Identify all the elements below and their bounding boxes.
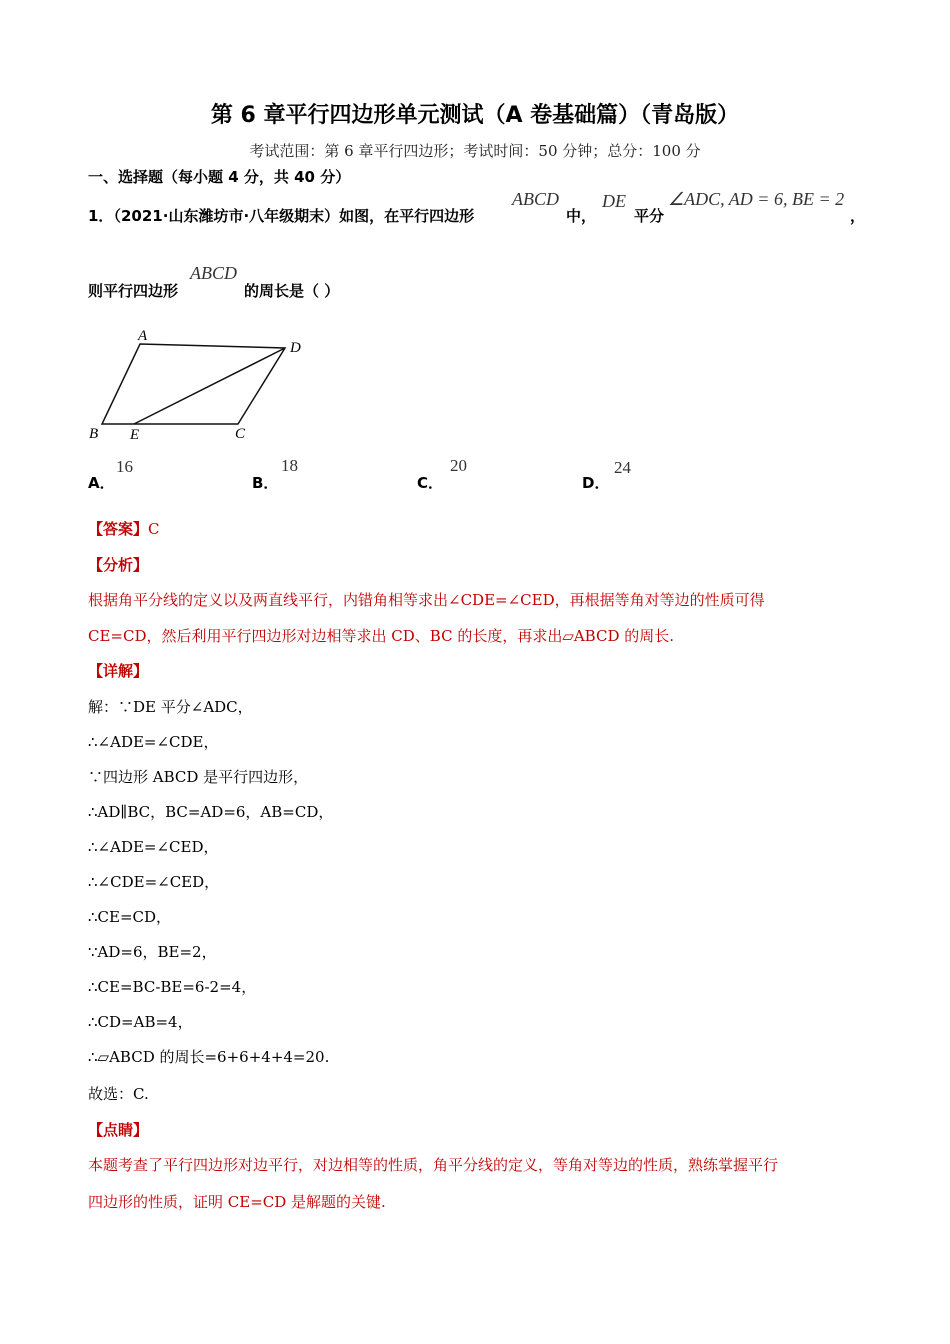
label-d: D (290, 340, 301, 356)
detail-tag: 【详解】 (88, 662, 149, 680)
math-abcd: ABCD (512, 189, 559, 209)
math-abcd-2: ABCD (190, 263, 237, 283)
detail-step: 故选：C. (88, 1085, 149, 1103)
question-text-zhong: 中， (566, 207, 597, 225)
comment-tag: 【点睛】 (88, 1121, 149, 1139)
question-comma: ， (850, 207, 866, 225)
exam-info: 考试范围：第 6 章平行四边形；考试时间：50 分钟；总分：100 分 (249, 142, 701, 160)
comment-line-2: 四边形的性质，证明 CE=CD 是解题的关键. (88, 1193, 386, 1211)
detail-step: 解：∵DE 平分∠ADC， (88, 698, 253, 716)
math-de: DE (602, 191, 626, 211)
detail-step: ∴CE=CD， (88, 908, 172, 926)
option-d-value: 24 (614, 458, 631, 477)
option-d-letter: D． (582, 474, 610, 492)
label-c: C (235, 426, 246, 442)
analysis-line-1: 根据角平分线的定义以及两直线平行，内错角相等求出∠CDE=∠CED，再根据等角对等边的性质可得 (88, 591, 765, 609)
option-b-value: 18 (281, 456, 298, 475)
answer-value: C (148, 520, 160, 538)
option-c-value: 20 (450, 456, 467, 475)
detail-step: ∴AD∥BC，BC=AD=6，AB=CD， (88, 803, 334, 821)
question-number: 1． (88, 207, 114, 225)
option-c-letter: C． (417, 474, 444, 492)
comment-line-1: 本题考查了平行四边形对边平行，对边相等的性质，角平分线的定义，等角对等边的性质，熟练掌握平行 (88, 1156, 779, 1174)
parallelogram-abcd (102, 344, 285, 424)
option-b-letter: B． (252, 474, 279, 492)
answer-tag: 【答案】 (88, 520, 149, 538)
detail-step: ∵AD=6，BE=2， (88, 943, 217, 961)
detail-step: ∵四边形 ABCD 是平行四边形， (88, 768, 309, 786)
detail-step: ∴CD=AB=4， (88, 1013, 193, 1031)
question-line2-end: 的周长是（ ） (244, 282, 340, 300)
option-a-letter: A． (88, 474, 115, 492)
detail-step: ∴CE=BC-BE=6-2=4， (88, 978, 257, 996)
answer-block (88, 518, 160, 539)
question-text-pingfen: 平分 (634, 207, 665, 225)
label-b: B (89, 426, 99, 442)
analysis-line-2: CE=CD，然后利用平行四边形对边相等求出 CD、BC 的长度，再求出▱ABCD 的周长. (88, 627, 675, 645)
math-condition: ∠ADC, AD = 6, BE = 2 (668, 189, 845, 209)
parallelogram-figure (80, 322, 320, 452)
option-a-value: 16 (116, 457, 133, 476)
label-a: A (138, 328, 148, 344)
detail-step: ∴∠ADE=∠CED， (88, 838, 219, 856)
label-e: E (130, 427, 140, 443)
detail-step: ∴∠ADE=∠CDE， (88, 733, 219, 751)
question-line2-start: 则平行四边形 (88, 282, 179, 300)
section-heading: 一、选择题（每小题 4 分，共 40 分） (88, 168, 351, 186)
page-title: 第 6 章平行四边形单元测试（A 卷基础篇）（青岛版） (210, 103, 740, 128)
analysis-tag: 【分析】 (88, 556, 149, 574)
detail-step: ∴▱ABCD 的周长=6+6+4+4=20. (88, 1048, 330, 1066)
question-text: （2021·山东潍坊市·八年级期末）如图，在平行四边形 (106, 207, 475, 225)
detail-step: ∴∠CDE=∠CED， (88, 873, 220, 891)
